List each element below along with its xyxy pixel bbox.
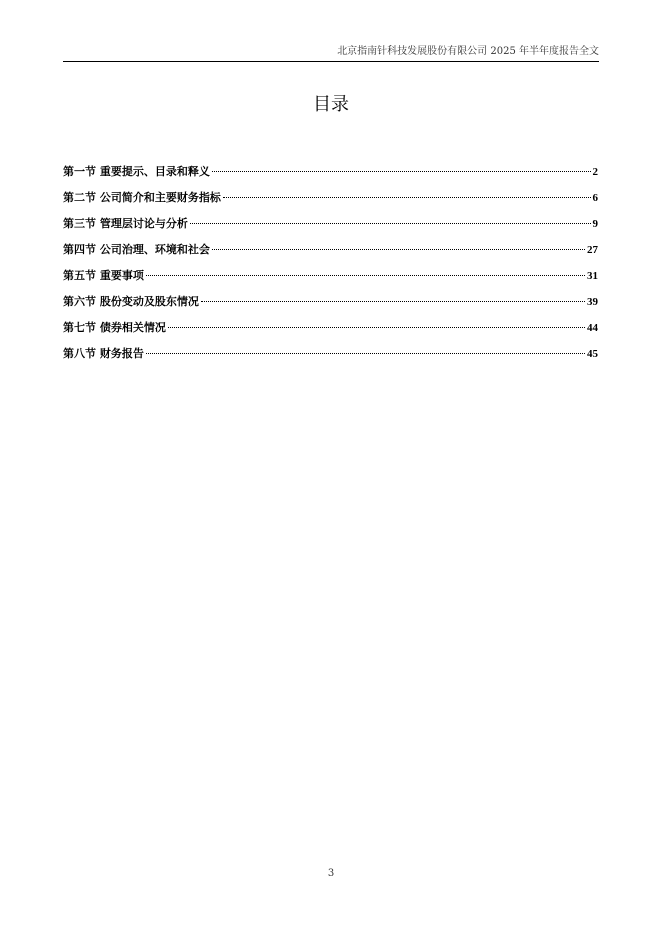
page-header — [63, 46, 599, 62]
toc-entry-page: 6 — [592, 192, 598, 204]
toc-entry-section-8[interactable] — [63, 346, 598, 372]
table-of-contents — [63, 164, 598, 372]
toc-entry-label: 第三节 管理层讨论与分析 — [63, 217, 188, 230]
toc-entry-section-4[interactable] — [63, 242, 598, 268]
dot-leader — [146, 275, 585, 276]
toc-entry-page: 44 — [587, 322, 598, 334]
toc-entry-label: 第五节 重要事项 — [63, 269, 144, 282]
toc-entry-page: 2 — [592, 166, 598, 178]
toc-entry-page: 9 — [592, 218, 598, 230]
dot-leader — [223, 197, 591, 198]
toc-entry-label: 第四节 公司治理、环境和社会 — [63, 243, 210, 256]
toc-entry-section-7[interactable] — [63, 320, 598, 346]
dot-leader — [212, 249, 585, 250]
toc-entry-label: 第二节 公司简介和主要财务指标 — [63, 191, 221, 204]
toc-entry-label: 第八节 财务报告 — [63, 347, 144, 360]
toc-entry-label: 第六节 股份变动及股东情况 — [63, 295, 199, 308]
toc-entry-label: 第七节 债券相关情况 — [63, 321, 166, 334]
toc-entry-section-5[interactable] — [63, 268, 598, 294]
header-text: 北京指南针科技发展股份有限公司 2025 年半年度报告全文 — [337, 46, 599, 57]
dot-leader — [190, 223, 591, 224]
toc-entry-page: 31 — [587, 270, 598, 282]
toc-entry-page: 27 — [587, 244, 598, 256]
dot-leader — [201, 301, 585, 302]
toc-entry-section-3[interactable] — [63, 216, 598, 242]
toc-entry-section-6[interactable] — [63, 294, 598, 320]
toc-entry-page: 39 — [587, 296, 598, 308]
page-number: 3 — [327, 868, 335, 879]
toc-entry-section-2[interactable] — [63, 190, 598, 216]
dot-leader — [146, 353, 585, 354]
toc-entry-section-1[interactable] — [63, 164, 598, 190]
toc-entry-page: 45 — [587, 348, 598, 360]
dot-leader — [168, 327, 585, 328]
toc-entry-label: 第一节 重要提示、目录和释义 — [63, 165, 210, 178]
page-title: 目录 — [313, 94, 349, 115]
dot-leader — [212, 171, 591, 172]
